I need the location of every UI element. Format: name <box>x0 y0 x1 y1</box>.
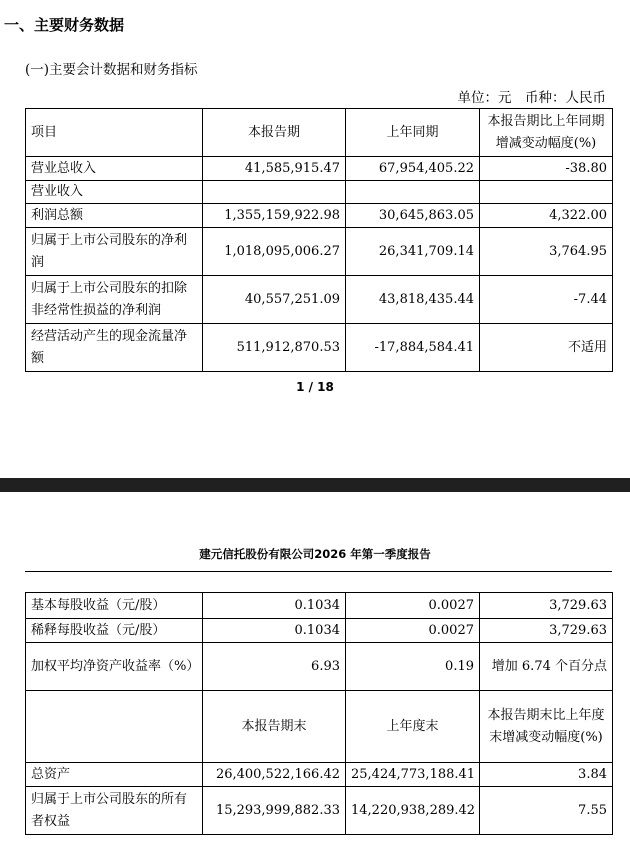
table-row <box>26 157 613 181</box>
row-change: -38.80 <box>480 157 613 181</box>
table-row <box>26 276 613 324</box>
row-current: 0.1034 <box>203 619 346 643</box>
table-row <box>26 228 613 276</box>
row-change: 不适用 <box>480 324 613 372</box>
row-prior: 0.0027 <box>346 619 480 643</box>
row-current: 511,912,870.53 <box>203 324 346 372</box>
row-prior: 43,818,435.44 <box>346 276 480 324</box>
row-current: 6.93 <box>203 643 346 691</box>
row-change: 7.55 <box>480 787 613 835</box>
subsection-title: (一)主要会计数据和财务指标 <box>25 62 198 78</box>
row-prior: 0.0027 <box>346 593 480 619</box>
table-row <box>26 204 613 228</box>
header-current: 本报告期末 <box>203 691 346 763</box>
row-item: 经营活动产生的现金流量净额 <box>26 324 203 372</box>
table-row <box>26 787 613 835</box>
row-change <box>480 181 613 204</box>
header-prior: 上年度末 <box>346 691 480 763</box>
row-change: 增加 6.74 个百分点 <box>480 643 613 691</box>
header-prior: 上年同期 <box>346 109 480 157</box>
header-item <box>26 691 203 763</box>
page-number: 1 / 18 <box>296 380 334 394</box>
row-item: 归属于上市公司股东的所有者权益 <box>26 787 203 835</box>
table-row <box>26 324 613 372</box>
table-row <box>26 181 613 204</box>
row-prior: 25,424,773,188.41 <box>346 763 480 787</box>
row-current: 41,585,915.47 <box>203 157 346 181</box>
row-current: 26,400,522,166.42 <box>203 763 346 787</box>
header-item: 项目 <box>26 109 203 157</box>
row-current: 0.1034 <box>203 593 346 619</box>
row-item: 基本每股收益（元/股） <box>26 593 203 619</box>
row-current <box>203 181 346 204</box>
table-row <box>26 619 613 643</box>
row-item: 加权平均净资产收益率（%） <box>26 643 203 691</box>
header-current: 本报告期 <box>203 109 346 157</box>
financial-data-table-2 <box>25 592 613 835</box>
row-current: 40,557,251.09 <box>203 276 346 324</box>
row-item: 归属于上市公司股东的净利润 <box>26 228 203 276</box>
row-change: 3,729.63 <box>480 593 613 619</box>
row-item: 总资产 <box>26 763 203 787</box>
row-current: 15,293,999,882.33 <box>203 787 346 835</box>
running-header: 建元信托股份有限公司2026 年第一季度报告 <box>199 547 431 561</box>
page-separator <box>0 478 630 492</box>
row-change: 4,322.00 <box>480 204 613 228</box>
section-title: 一、主要财务数据 <box>4 16 125 34</box>
table-header-row <box>26 109 613 157</box>
row-item: 营业收入 <box>26 181 203 204</box>
table-row <box>26 643 613 691</box>
row-prior: 14,220,938,289.42 <box>346 787 480 835</box>
row-item: 利润总额 <box>26 204 203 228</box>
row-change: 3,764.95 <box>480 228 613 276</box>
row-current: 1,018,095,006.27 <box>203 228 346 276</box>
table-row <box>26 593 613 619</box>
financial-data-table-1 <box>25 108 613 372</box>
table-row <box>26 763 613 787</box>
row-prior: 0.19 <box>346 643 480 691</box>
row-prior: 30,645,863.05 <box>346 204 480 228</box>
row-prior: 67,954,405.22 <box>346 157 480 181</box>
row-item: 营业总收入 <box>26 157 203 181</box>
row-change: -7.44 <box>480 276 613 324</box>
table-header-row <box>26 691 613 763</box>
row-prior: 26,341,709.14 <box>346 228 480 276</box>
row-item: 归属于上市公司股东的扣除非经常性损益的净利润 <box>26 276 203 324</box>
row-prior: -17,884,584.41 <box>346 324 480 372</box>
row-change: 3,729.63 <box>480 619 613 643</box>
row-change: 3.84 <box>480 763 613 787</box>
header-change: 本报告期末比上年度末增减变动幅度(%) <box>480 691 613 763</box>
row-prior <box>346 181 480 204</box>
header-change: 本报告期比上年同期增减变动幅度(%) <box>480 109 613 157</box>
row-current: 1,355,159,922.98 <box>203 204 346 228</box>
header-rule <box>25 571 612 572</box>
row-item: 稀释每股收益（元/股） <box>26 619 203 643</box>
unit-line: 单位：元 币种：人民币 <box>457 90 606 106</box>
